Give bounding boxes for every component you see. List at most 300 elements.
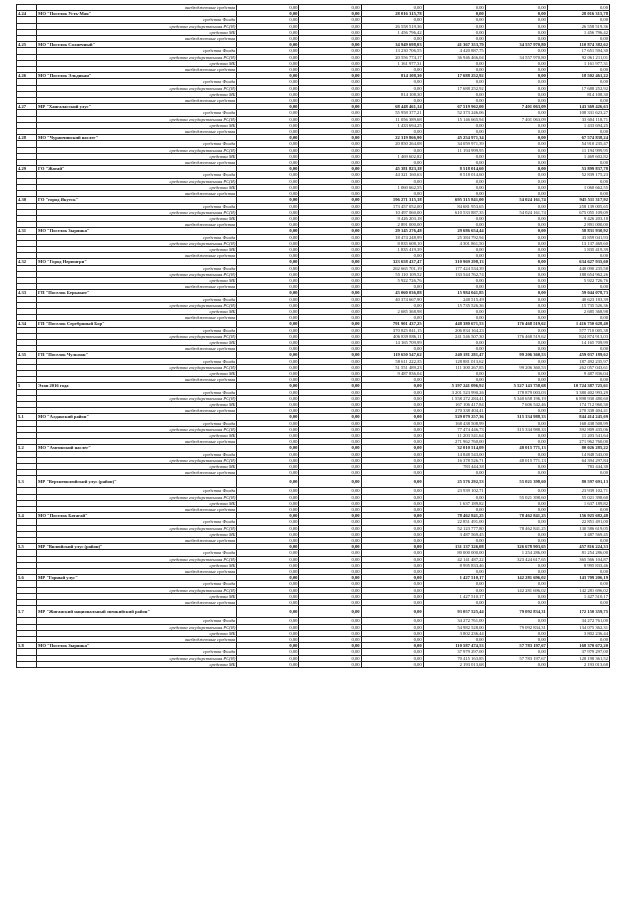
amount-cell: 23 939 102,71 bbox=[547, 488, 609, 494]
amount-cell: 32 010 514,09 bbox=[423, 445, 485, 451]
amount-cell: 0,00 bbox=[299, 531, 361, 537]
amount-cell: 34 272 761,00 bbox=[547, 618, 609, 624]
amount-cell: 0,00 bbox=[237, 60, 299, 66]
amount-cell: 1 835 419,39 bbox=[547, 246, 609, 252]
amount-cell: 0,00 bbox=[237, 600, 299, 606]
amount-cell: 2 193 013,68 bbox=[547, 661, 609, 667]
amount-cell: 0,00 bbox=[423, 98, 485, 104]
amount-cell: 0,00 bbox=[485, 153, 547, 159]
amount-cell: 0,00 bbox=[237, 352, 299, 358]
amount-cell: 9 426 203,18 bbox=[547, 215, 609, 221]
amount-cell: 0,00 bbox=[361, 569, 423, 575]
amount-cell: 196 271 315,18 bbox=[361, 197, 423, 203]
amount-cell: 1 427 510,17 bbox=[547, 593, 609, 599]
amount-cell: 0,00 bbox=[299, 141, 361, 147]
amount-cell: 0,00 bbox=[299, 29, 361, 35]
amount-cell: 28 016 315,78 bbox=[547, 11, 609, 17]
amount-cell: 0,00 bbox=[237, 383, 299, 389]
amount-cell: 37 979 297,00 bbox=[547, 649, 609, 655]
amount-cell: 0,00 bbox=[299, 36, 361, 42]
amount-cell: 0,00 bbox=[237, 513, 299, 519]
amount-cell: 45 381 823,18 bbox=[361, 166, 423, 172]
amount-cell: 695 315 841,00 bbox=[423, 197, 485, 203]
amount-cell: 610 533 887,35 bbox=[423, 209, 485, 215]
amount-cell: 814 108,30 bbox=[547, 91, 609, 97]
amount-cell: 0,00 bbox=[361, 377, 423, 383]
amount-cell: 0,00 bbox=[547, 129, 609, 135]
amount-cell: 57 783 197,67 bbox=[485, 643, 547, 649]
amount-cell: 0,00 bbox=[237, 464, 299, 470]
amount-cell: 0,00 bbox=[299, 408, 361, 414]
amount-cell: 0,00 bbox=[361, 383, 423, 389]
amount-cell: 0,00 bbox=[299, 655, 361, 661]
amount-cell: 93 057 525,44 bbox=[423, 606, 485, 618]
amount-cell: 0,00 bbox=[423, 129, 485, 135]
amount-cell: 262 057 043,61 bbox=[547, 364, 609, 370]
amount-cell: 1 433 694,25 bbox=[547, 122, 609, 128]
amount-cell: 262 665 701,19 bbox=[361, 265, 423, 271]
amount-cell: 11 194 999,95 bbox=[423, 147, 485, 153]
amount-cell: 248 515,49 bbox=[423, 296, 485, 302]
amount-cell: 9 487 836,04 bbox=[361, 370, 423, 376]
amount-cell: 0,00 bbox=[237, 562, 299, 568]
amount-cell: 0,00 bbox=[485, 562, 547, 568]
funding-source-cell: средства государственная РС(Я) bbox=[37, 23, 237, 29]
amount-cell: 0,00 bbox=[237, 160, 299, 166]
amount-cell: 119 650 547,62 bbox=[361, 352, 423, 358]
amount-cell: 0,00 bbox=[299, 513, 361, 519]
amount-cell: 0,00 bbox=[547, 507, 609, 513]
funding-source-cell: средства государственная РС(Я) bbox=[37, 624, 237, 630]
amount-cell: 406 839 886,11 bbox=[361, 333, 423, 339]
funding-source-cell: средства МБ bbox=[37, 308, 237, 314]
amount-cell: 0,00 bbox=[485, 17, 547, 23]
funding-source-cell: средства Фонда bbox=[37, 389, 237, 395]
amount-cell: 0,00 bbox=[485, 184, 547, 190]
amount-cell: 1 433 694,25 bbox=[361, 122, 423, 128]
funding-source-cell: средства государственная РС(Я) bbox=[37, 271, 237, 277]
amount-cell: 0,00 bbox=[485, 358, 547, 364]
amount-cell: 80 000 000,00 bbox=[423, 550, 485, 556]
row-number-cell: 4.26 bbox=[17, 73, 37, 79]
amount-cell: 0,00 bbox=[423, 160, 485, 166]
amount-cell: 0,00 bbox=[237, 222, 299, 228]
amount-cell: 0,00 bbox=[237, 395, 299, 401]
amount-cell: 0,00 bbox=[299, 402, 361, 408]
amount-cell: 0,00 bbox=[361, 302, 423, 308]
funding-source-cell: внебюджетные средства bbox=[37, 507, 237, 513]
funding-source-cell: средства МБ bbox=[37, 402, 237, 408]
amount-cell: 1 637 189,82 bbox=[547, 500, 609, 506]
amount-cell: 0,00 bbox=[237, 420, 299, 426]
amount-cell: 0,00 bbox=[423, 569, 485, 575]
amount-cell: 25 384 792,94 bbox=[423, 234, 485, 240]
amount-cell: 0,00 bbox=[485, 661, 547, 667]
amount-cell: 1 469 602,82 bbox=[547, 153, 609, 159]
amount-cell: 18 474 248,99 bbox=[361, 234, 423, 240]
amount-cell: 0,00 bbox=[485, 215, 547, 221]
amount-cell: 0,00 bbox=[423, 494, 485, 500]
amount-cell: 0,00 bbox=[299, 500, 361, 506]
amount-cell: 0,00 bbox=[299, 85, 361, 91]
amount-cell: 0,00 bbox=[547, 160, 609, 166]
amount-cell: 0,00 bbox=[237, 414, 299, 420]
amount-cell: 0,00 bbox=[237, 110, 299, 116]
amount-cell: 0,00 bbox=[237, 327, 299, 333]
row-number-cell: 5.6 bbox=[17, 575, 37, 581]
amount-cell: 0,00 bbox=[299, 271, 361, 277]
amount-cell: 1 469 602,82 bbox=[361, 153, 423, 159]
amount-cell: 0,00 bbox=[299, 346, 361, 352]
amount-cell: 52 123 777,80 bbox=[423, 525, 485, 531]
amount-cell: 0,00 bbox=[299, 370, 361, 376]
municipality-name-cell: МО "Город Нерюнгри" bbox=[37, 259, 237, 265]
municipality-name-cell: ГП "Поселок Беркакит" bbox=[37, 290, 237, 296]
amount-cell: 0,00 bbox=[237, 91, 299, 97]
amount-cell: 0,00 bbox=[299, 581, 361, 587]
amount-cell: 0,00 bbox=[299, 110, 361, 116]
amount-cell: 22 851 491,00 bbox=[423, 519, 485, 525]
funding-source-cell: средства МБ bbox=[37, 562, 237, 568]
amount-cell: 0,00 bbox=[237, 228, 299, 234]
amount-cell: 0,00 bbox=[299, 538, 361, 544]
amount-cell: 0,00 bbox=[299, 470, 361, 476]
amount-cell: 0,00 bbox=[237, 36, 299, 42]
amount-cell: 459 037 189,62 bbox=[547, 352, 609, 358]
amount-cell: 0,00 bbox=[237, 575, 299, 581]
amount-cell: 168 438 508,99 bbox=[547, 420, 609, 426]
amount-cell: 323 424 617,65 bbox=[485, 556, 547, 562]
amount-cell: 99 206 360,53 bbox=[485, 352, 547, 358]
amount-cell: 1 427 510,17 bbox=[423, 593, 485, 599]
municipality-name-cell: МО "Чурапчинский наслег" bbox=[37, 135, 237, 141]
amount-cell: 0,00 bbox=[423, 308, 485, 314]
amount-cell: 326 678 903,65 bbox=[485, 544, 547, 550]
amount-cell: 0,00 bbox=[485, 166, 547, 172]
amount-cell: 0,00 bbox=[237, 265, 299, 271]
amount-cell: 55 021 398,60 bbox=[547, 494, 609, 500]
amount-cell: 142 281 696,02 bbox=[485, 575, 547, 581]
amount-cell: 0,00 bbox=[547, 36, 609, 42]
amount-cell: 131 137 326,08 bbox=[423, 544, 485, 550]
amount-cell: 0,00 bbox=[485, 91, 547, 97]
amount-cell: 0,00 bbox=[237, 500, 299, 506]
amount-cell: 99 206 360,53 bbox=[485, 364, 547, 370]
amount-cell: 0,00 bbox=[485, 172, 547, 178]
amount-cell: 14 165 709,99 bbox=[361, 339, 423, 345]
amount-cell: 5 340 658 196,19 bbox=[485, 395, 547, 401]
funding-source-cell: средства МБ bbox=[37, 29, 237, 35]
amount-cell: 783 444,38 bbox=[547, 464, 609, 470]
amount-cell: 0,00 bbox=[423, 377, 485, 383]
amount-cell: 0,00 bbox=[361, 618, 423, 624]
amount-cell: 0,00 bbox=[423, 277, 485, 283]
amount-cell: 5 527 143 758,68 bbox=[485, 383, 547, 389]
amount-cell: 18 502 461,22 bbox=[547, 73, 609, 79]
amount-cell: 0,00 bbox=[237, 333, 299, 339]
amount-cell: 0,00 bbox=[485, 36, 547, 42]
amount-cell: 0,00 bbox=[299, 240, 361, 246]
amount-cell: 80 026 285,22 bbox=[547, 445, 609, 451]
row-number-cell: 4.34 bbox=[17, 321, 37, 327]
amount-cell: 0,00 bbox=[423, 122, 485, 128]
amount-cell: 0,00 bbox=[237, 203, 299, 209]
row-number-cell: 5.5 bbox=[17, 544, 37, 550]
amount-cell: 0,00 bbox=[237, 67, 299, 73]
amount-cell: 0,00 bbox=[361, 525, 423, 531]
amount-cell: 0,00 bbox=[237, 153, 299, 159]
amount-cell: 0,00 bbox=[485, 29, 547, 35]
amount-cell: 0,00 bbox=[485, 290, 547, 296]
amount-cell: 22 851 491,00 bbox=[547, 519, 609, 525]
amount-cell: 0,00 bbox=[299, 48, 361, 54]
amount-cell: 0,00 bbox=[485, 488, 547, 494]
amount-cell: 174 712 960,30 bbox=[547, 402, 609, 408]
amount-cell: 3 487 569,45 bbox=[423, 531, 485, 537]
amount-cell: 0,00 bbox=[485, 203, 547, 209]
funding-source-cell: средства МБ bbox=[37, 500, 237, 506]
amount-cell: 0,00 bbox=[299, 377, 361, 383]
table-row-funding-source bbox=[17, 661, 610, 667]
amount-cell: 0,00 bbox=[361, 643, 423, 649]
municipality-name-cell: МО "Поселок Эльдикан" bbox=[37, 73, 237, 79]
amount-cell: 2 891 000,00 bbox=[547, 222, 609, 228]
row-number-cell: 4.32 bbox=[17, 259, 37, 265]
amount-cell: 0,00 bbox=[299, 153, 361, 159]
amount-cell: 0,00 bbox=[485, 569, 547, 575]
amount-cell: 457 816 224,33 bbox=[547, 544, 609, 550]
amount-cell: 26 558 519,36 bbox=[547, 23, 609, 29]
amount-cell: 0,00 bbox=[423, 215, 485, 221]
amount-cell: 0,00 bbox=[547, 17, 609, 23]
amount-cell: 0,00 bbox=[299, 451, 361, 457]
amount-cell: 3 487 569,45 bbox=[547, 531, 609, 537]
amount-cell: 43 060 036,88 bbox=[361, 290, 423, 296]
amount-cell: 0,00 bbox=[485, 259, 547, 265]
amount-cell: 0,00 bbox=[237, 426, 299, 432]
funding-source-cell: средства Фонда bbox=[37, 141, 237, 147]
amount-cell: 13 137 469,60 bbox=[547, 240, 609, 246]
amount-cell: 0,00 bbox=[237, 240, 299, 246]
amount-cell: 0,00 bbox=[423, 191, 485, 197]
amount-cell: 188 654 962,26 bbox=[547, 271, 609, 277]
amount-cell: 0,00 bbox=[423, 11, 485, 17]
amount-cell: 0,00 bbox=[299, 284, 361, 290]
amount-cell: 0,00 bbox=[485, 23, 547, 29]
funding-source-cell: средства государственная РС(Я) bbox=[37, 556, 237, 562]
amount-cell: 0,00 bbox=[237, 649, 299, 655]
amount-cell: 0,00 bbox=[485, 593, 547, 599]
amount-cell: 3 201 523 990,26 bbox=[423, 389, 485, 395]
municipality-name-cell: МО "Поселок Зырянка" bbox=[37, 228, 237, 234]
amount-cell: 0,00 bbox=[299, 5, 361, 11]
funding-source-cell: средства государственная РС(Я) bbox=[37, 395, 237, 401]
amount-cell: 310 969 298,13 bbox=[423, 259, 485, 265]
funding-source-cell: средства МБ bbox=[37, 122, 237, 128]
amount-cell: 0,00 bbox=[547, 538, 609, 544]
amount-cell: 0,00 bbox=[237, 643, 299, 649]
amount-cell: 0,00 bbox=[299, 222, 361, 228]
amount-cell: 0,00 bbox=[299, 464, 361, 470]
amount-cell: 0,00 bbox=[237, 209, 299, 215]
funding-source-cell: средства МБ bbox=[37, 215, 237, 221]
amount-cell: 814 108,30 bbox=[361, 91, 423, 97]
amount-cell: 51 551 489,23 bbox=[361, 364, 423, 370]
amount-cell: 0,00 bbox=[485, 11, 547, 17]
amount-cell: 22 319 866,90 bbox=[361, 135, 423, 141]
amount-cell: 0,00 bbox=[423, 67, 485, 73]
funding-source-cell: средства Фонда bbox=[37, 550, 237, 556]
row-number-cell: 5.7 bbox=[17, 606, 37, 618]
amount-cell: 0,00 bbox=[237, 290, 299, 296]
amount-cell: 0,00 bbox=[547, 284, 609, 290]
amount-cell: 78 462 841,25 bbox=[485, 525, 547, 531]
amount-cell: 258 139 005,65 bbox=[547, 203, 609, 209]
amount-cell: 945 511 317,92 bbox=[547, 197, 609, 203]
funding-source-cell: средства государственная РС(Я) bbox=[37, 302, 237, 308]
amount-cell: 0,00 bbox=[485, 302, 547, 308]
amount-cell: 16 378 526,71 bbox=[423, 457, 485, 463]
amount-cell: 0,00 bbox=[485, 296, 547, 302]
amount-cell: 48 015 771,13 bbox=[485, 445, 547, 451]
amount-cell: 0,00 bbox=[485, 327, 547, 333]
amount-cell: 0,00 bbox=[485, 308, 547, 314]
amount-cell: 0,00 bbox=[423, 587, 485, 593]
amount-cell: 0,00 bbox=[361, 451, 423, 457]
amount-cell: 783 444,38 bbox=[423, 464, 485, 470]
amount-cell: 0,00 bbox=[485, 377, 547, 383]
amount-cell: 0,00 bbox=[237, 166, 299, 172]
amount-cell: 2 891 000,00 bbox=[361, 222, 423, 228]
amount-cell: 7 606 542,46 bbox=[485, 402, 547, 408]
amount-cell: 17 688 252,92 bbox=[423, 73, 485, 79]
funding-source-cell: внебюджетные средства bbox=[37, 98, 237, 104]
amount-cell: 0,00 bbox=[423, 636, 485, 642]
amount-cell: 68 448 461,14 bbox=[361, 104, 423, 110]
amount-cell: 577 710 005,38 bbox=[547, 327, 609, 333]
amount-cell: 42 141 487,22 bbox=[423, 556, 485, 562]
amount-cell: 0,00 bbox=[237, 550, 299, 556]
amount-cell: 0,00 bbox=[361, 488, 423, 494]
amount-cell: 824 874 913,03 bbox=[547, 333, 609, 339]
amount-cell: 0,00 bbox=[361, 661, 423, 667]
amount-cell: 0,00 bbox=[299, 420, 361, 426]
amount-cell: 0,00 bbox=[299, 147, 361, 153]
amount-cell: 0,00 bbox=[299, 507, 361, 513]
amount-cell: 0,00 bbox=[299, 395, 361, 401]
amount-cell: 0,00 bbox=[547, 377, 609, 383]
amount-cell: 1 254 286,00 bbox=[485, 550, 547, 556]
amount-cell: 0,00 bbox=[237, 439, 299, 445]
amount-cell: 0,00 bbox=[485, 284, 547, 290]
amount-cell: 0,00 bbox=[361, 476, 423, 488]
amount-cell: 8 835 608,10 bbox=[361, 240, 423, 246]
funding-source-cell: средства Фонда bbox=[37, 488, 237, 494]
amount-cell: 0,00 bbox=[237, 178, 299, 184]
amount-cell: 0,00 bbox=[299, 606, 361, 618]
amount-cell: 0,00 bbox=[361, 402, 423, 408]
funding-source-cell: средства государственная РС(Я) bbox=[37, 457, 237, 463]
amount-cell: 0,00 bbox=[485, 600, 547, 606]
amount-cell: 0,00 bbox=[361, 494, 423, 500]
amount-cell: 0,00 bbox=[547, 581, 609, 587]
amount-cell: 0,00 bbox=[485, 79, 547, 85]
amount-cell: 0,00 bbox=[485, 60, 547, 66]
amount-cell: 0,00 bbox=[299, 308, 361, 314]
amount-cell: 70 415 163,85 bbox=[423, 655, 485, 661]
amount-cell: 0,00 bbox=[237, 321, 299, 327]
amount-cell: 2 685 368,98 bbox=[547, 308, 609, 314]
amount-cell: 0,00 bbox=[237, 271, 299, 277]
amount-cell: 270 338 404,41 bbox=[547, 408, 609, 414]
amount-cell: 14 848 543,00 bbox=[423, 451, 485, 457]
amount-cell: 52 839 175,23 bbox=[547, 172, 609, 178]
amount-cell: 370 825 841,15 bbox=[361, 327, 423, 333]
amount-cell: 1 060 662,55 bbox=[361, 184, 423, 190]
amount-cell: 0,00 bbox=[361, 426, 423, 432]
amount-cell: 0,00 bbox=[485, 339, 547, 345]
amount-cell: 0,00 bbox=[423, 600, 485, 606]
amount-cell: 8 995 833,46 bbox=[423, 562, 485, 568]
amount-cell: 0,00 bbox=[485, 85, 547, 91]
amount-cell: 0,00 bbox=[485, 315, 547, 321]
amount-cell: 0,00 bbox=[299, 302, 361, 308]
amount-cell: 0,00 bbox=[237, 116, 299, 122]
amount-cell: 7 401 063,09 bbox=[485, 104, 547, 110]
funding-source-cell: внебюджетные средства bbox=[37, 408, 237, 414]
amount-cell: 0,00 bbox=[299, 433, 361, 439]
amount-cell: 0,00 bbox=[299, 209, 361, 215]
amount-cell: 0,00 bbox=[361, 17, 423, 23]
amount-cell: 0,00 bbox=[299, 166, 361, 172]
funding-source-cell: средства Фонда bbox=[37, 519, 237, 525]
amount-cell: 0,00 bbox=[423, 153, 485, 159]
amount-cell: 271 962 760,00 bbox=[547, 439, 609, 445]
amount-cell: 37 979 297,00 bbox=[423, 649, 485, 655]
funding-source-cell: средства МБ bbox=[37, 184, 237, 190]
amount-cell: 0,00 bbox=[237, 11, 299, 17]
amount-cell: 59 044 078,73 bbox=[547, 290, 609, 296]
funding-source-cell: средства МБ bbox=[37, 60, 237, 66]
amount-cell: 0,00 bbox=[485, 346, 547, 352]
funding-source-cell: средства государственная РС(Я) bbox=[37, 587, 237, 593]
amount-cell: 11 056 389,68 bbox=[361, 116, 423, 122]
amount-cell: 45 254 971,34 bbox=[423, 135, 485, 141]
amount-cell: 0,00 bbox=[237, 476, 299, 488]
amount-cell: 0,00 bbox=[299, 519, 361, 525]
funding-source-cell: средства Фонда bbox=[37, 358, 237, 364]
amount-cell: 0,00 bbox=[237, 29, 299, 35]
municipality-name-cell: ГО "Жатай" bbox=[37, 166, 237, 172]
amount-cell: 0,00 bbox=[299, 73, 361, 79]
funding-source-cell: средства государственная РС(Я) bbox=[37, 525, 237, 531]
funding-source-cell: средства МБ bbox=[37, 246, 237, 252]
amount-cell: 14 165 709,99 bbox=[547, 339, 609, 345]
amount-cell: 0,00 bbox=[485, 67, 547, 73]
amount-cell: 0,00 bbox=[237, 364, 299, 370]
funding-source-cell: внебюджетные средства bbox=[37, 346, 237, 352]
municipality-name-cell: МР "Верхневилюйский улус (район)" bbox=[37, 476, 237, 488]
amount-cell: 0,00 bbox=[485, 246, 547, 252]
amount-cell: 0,00 bbox=[547, 346, 609, 352]
amount-cell: 0,00 bbox=[237, 197, 299, 203]
amount-cell: 0,00 bbox=[485, 253, 547, 259]
amount-cell: 1 161 977,31 bbox=[361, 60, 423, 66]
amount-cell: 0,00 bbox=[361, 581, 423, 587]
amount-cell: 3 380 402 993,29 bbox=[547, 389, 609, 395]
amount-cell: 0,00 bbox=[237, 494, 299, 500]
amount-cell: 0,00 bbox=[299, 544, 361, 550]
